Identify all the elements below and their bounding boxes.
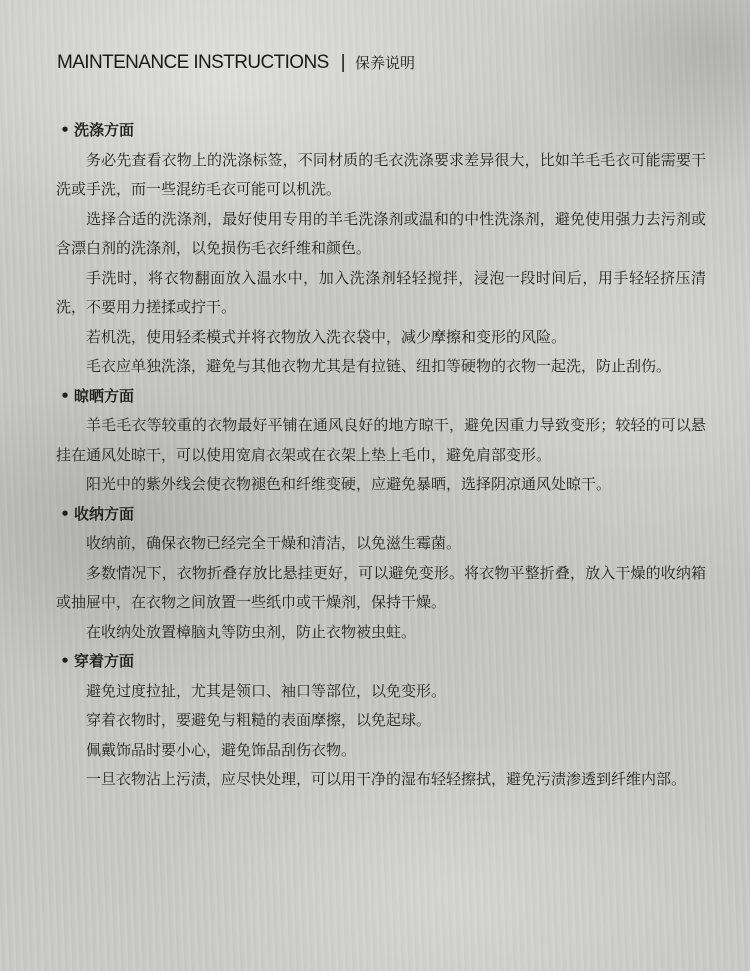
paragraph: 若机洗，使用轻柔模式并将衣物放入洗衣袋中，减少摩擦和变形的风险。 <box>86 327 567 346</box>
paragraph: 羊毛毛衣等较重的衣物最好平铺在通风良好的地方晾干，避免因重力导致变形；较轻的可以悬挂在通风处晾干，可以使用宽肩衣架或在衣架上垫上毛巾，避免肩部变形。 <box>56 416 706 464</box>
bullet-icon: • <box>60 504 70 523</box>
paragraph: 在收纳处放置樟脑丸等防虫剂，防止衣物被虫蛀。 <box>86 622 417 641</box>
section-drying <box>56 382 706 500</box>
section-heading <box>56 382 706 412</box>
section-wearing <box>56 647 706 795</box>
section-heading-text: 晾晒方面 <box>74 386 135 405</box>
page-title-chinese: 保养说明 <box>355 54 416 72</box>
instructions-content <box>56 116 706 795</box>
bullet-icon: • <box>60 652 70 670</box>
section-heading-text: 收纳方面 <box>74 504 135 523</box>
paragraph: 手洗时，将衣物翻面放入温水中，加入洗涤剂轻轻搅拌，浸泡一段时间后，用手轻轻挤压清洗，不要用力搓揉或拧干。 <box>56 268 706 316</box>
paragraph: 选择合适的洗涤剂，最好使用专用的羊毛洗涤剂或温和的中性洗涤剂，避免使用强力去污剂或含漂白剂的洗涤剂，以免损伤毛衣纤维和颜色。 <box>56 209 706 257</box>
paragraph: 毛衣应单独洗涤，避免与其他衣物尤其是有拉链、纽扣等硬物的衣物一起洗，防止刮伤。 <box>86 357 672 375</box>
title-separator: | <box>340 52 346 73</box>
paragraph: 务必先查看衣物上的洗涤标签，不同材质的毛衣洗涤要求差异很大，比如羊毛毛衣可能需要干洗或手洗，而一些混纺毛衣可能可以机洗。 <box>56 150 706 198</box>
paragraph: 佩戴饰品时要小心，避免饰品刮伤衣物。 <box>86 740 357 759</box>
section-heading-text: 穿着方面 <box>74 652 135 670</box>
page-title-english: MAINTENANCE INSTRUCTIONS <box>57 52 329 73</box>
section-heading-text: 洗涤方面 <box>74 121 135 139</box>
section-heading <box>56 500 706 530</box>
paragraph: 多数情况下，衣物折叠存放比悬挂更好，可以避免变形。将衣物平整折叠，放入干燥的收纳箱或抽屉中，在衣物之间放置一些纸巾或干燥剂，保持干燥。 <box>56 563 706 611</box>
paragraph: 一旦衣物沾上污渍，应尽快处理，可以用干净的湿布轻轻擦拭，避免污渍渗透到纤维内部。 <box>86 770 687 788</box>
paragraph: 收纳前，确保衣物已经完全干燥和清洁，以免滋生霉菌。 <box>86 534 462 552</box>
paragraph: 穿着衣物时，要避免与粗糙的表面摩擦，以免起球。 <box>86 711 432 729</box>
bullet-icon: • <box>60 121 70 139</box>
bullet-icon: • <box>60 386 70 405</box>
paragraph: 阳光中的紫外线会使衣物褪色和纤维变硬，应避免暴晒，选择阴凉通风处晾干。 <box>86 475 612 493</box>
page-title <box>57 52 415 74</box>
section-storage <box>56 500 706 648</box>
paragraph: 避免过度拉扯，尤其是领口、袖口等部位，以免变形。 <box>86 681 447 700</box>
section-heading <box>56 647 706 677</box>
section-washing <box>56 116 706 382</box>
section-heading <box>56 116 706 146</box>
